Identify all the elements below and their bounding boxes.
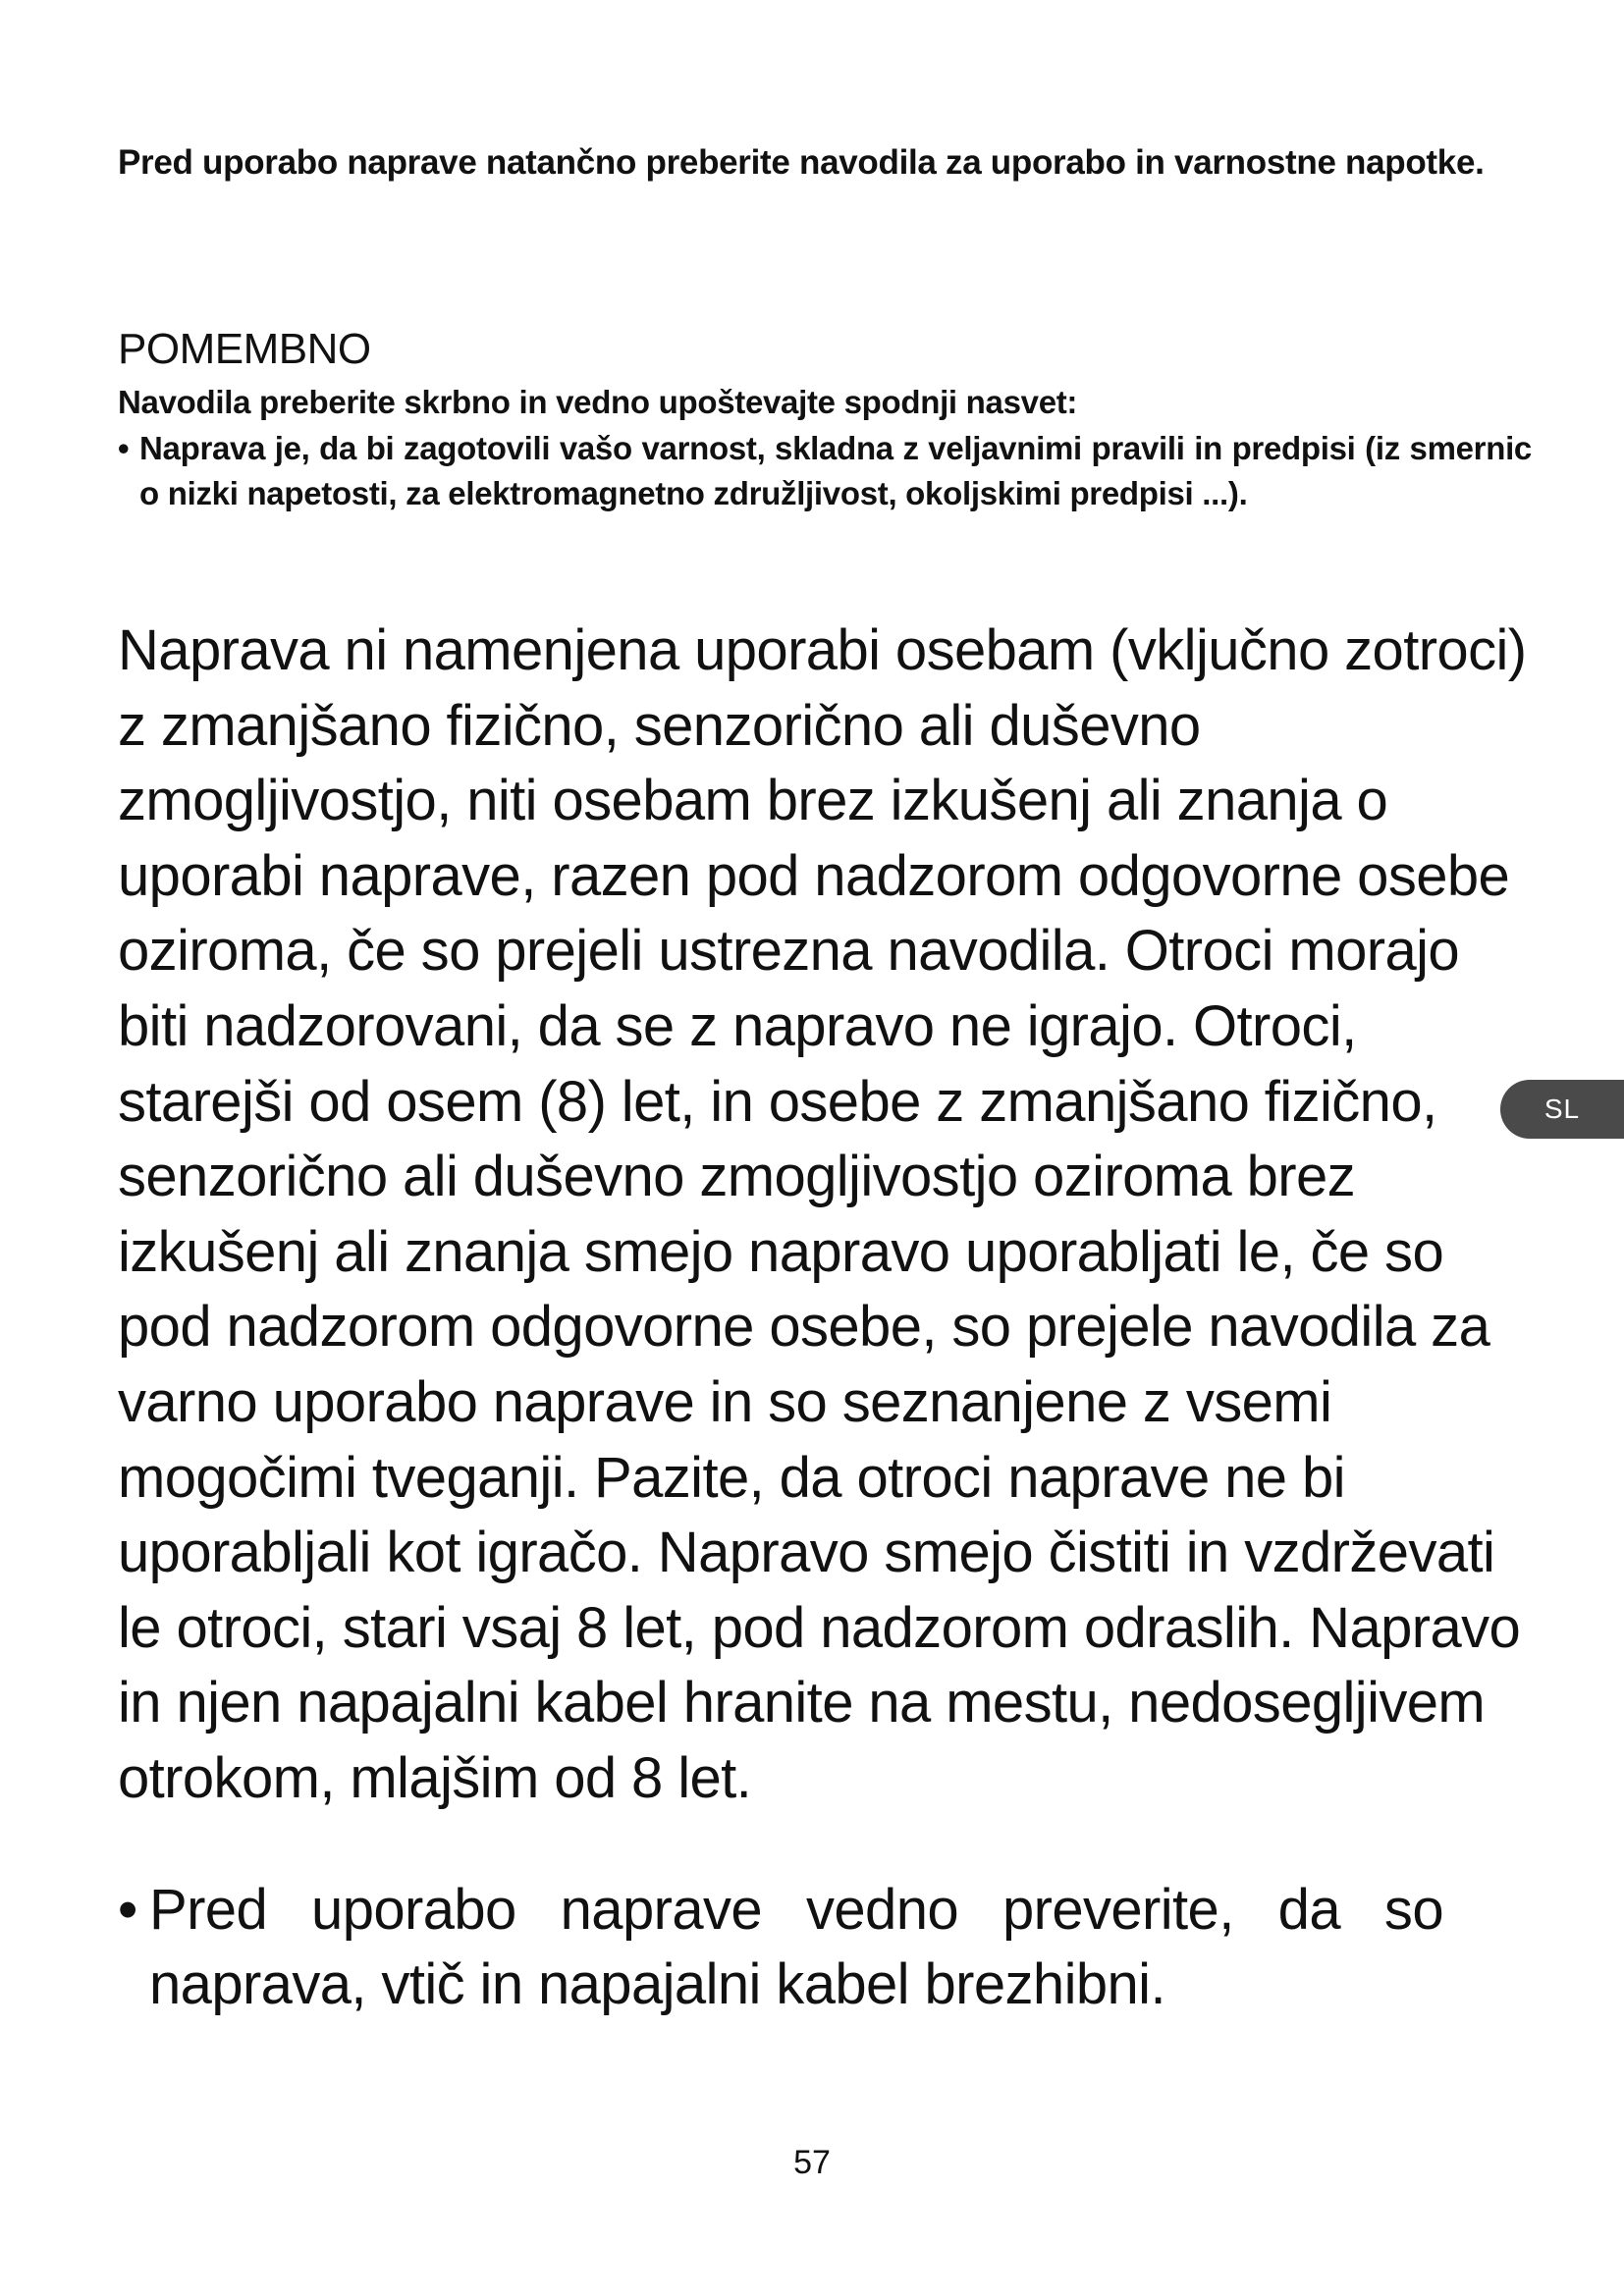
intro-notice: Pred uporabo naprave natančno preberite navodila za uporabo in varnostne napotke. (118, 143, 1485, 182)
bullet-icon: • (118, 1878, 137, 1942)
safety-bullet-text: Naprava je, da bi zagotovili vašo varnost, skladna z veljavnimi pravili in predpisi (iz smernic o nizki napetosti, za elektromagnetno združljivost, okoljskimi predpisi ...). (139, 430, 1532, 511)
safety-bullet (118, 426, 1532, 516)
check-bullet (118, 1873, 1443, 2022)
language-tab: SL (1500, 1080, 1624, 1139)
check-bullet-text: Pred uporabo naprave vedno preverite, da so naprava, vtič in napajalni kabel brezhibni. (149, 1878, 1443, 2016)
bullet-icon: • (118, 430, 130, 466)
page-number: 57 (793, 2144, 831, 2181)
section-subtitle: Navodila preberite skrbno in vedno upoštevajte spodnji nasvet: (118, 384, 1078, 420)
main-warning-paragraph: Naprava ni namenjena uporabi osebam (vključno zotroci) z zmanjšano fizično, senzorično ali duševno zmogljivostjo, niti osebam brez izkušenj ali znanja o uporabi naprave, razen pod nadzorom odgovorne osebe oziroma, če so prejeli ustrezna navodila. Otroci morajo biti nadzorovani, da se z napravo ne igrajo. Otroci, starejši od osem (8) let, in osebe z zmanjšano fizično, senzorično ali duševno zmogljivostjo oziroma brez izkušenj ali znanja smejo napravo uporabljati le, če so pod nadzorom odgovorne osebe, so prejele navodila za varno uporabo naprave in so seznanjene z vsemi mogočimi tveganji. Pazite, da otroci naprave ne bi uporabljali kot igračo. Napravo smejo čistiti in vzdrževati le otroci, stari vsaj 8 let, pod nadzorom odraslih. Napravo in njen napajalni kabel hranite na mestu, nedosegljivem otrokom, mlajšim od 8 let. (118, 618, 1527, 1810)
section-title: POMEMBNO (118, 325, 371, 373)
